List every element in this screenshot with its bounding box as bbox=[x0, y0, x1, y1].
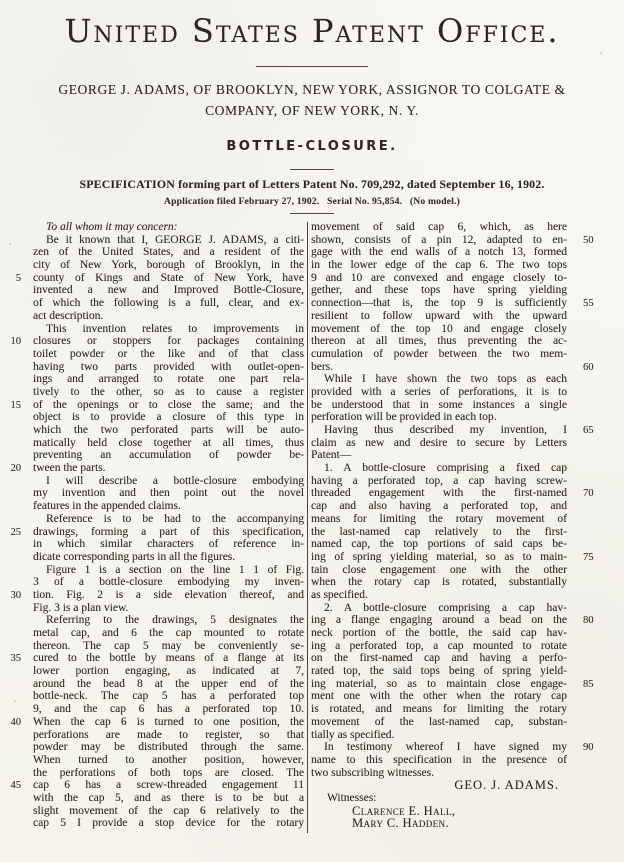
body-line bbox=[0, 221, 304, 234]
body-line bbox=[311, 297, 611, 310]
body-line bbox=[0, 779, 304, 792]
body-line bbox=[0, 462, 304, 475]
line-text: dicate corresponding parts in all the figures. bbox=[33, 550, 236, 563]
line-number: 50 bbox=[583, 234, 594, 246]
line-text: metal cap, and 6 the cap mounted to rotate bbox=[33, 627, 304, 639]
line-text: cured to the bottle by means of a flange at its bbox=[33, 652, 304, 665]
body-line bbox=[0, 246, 304, 259]
body-line bbox=[311, 386, 611, 399]
line-text: tween the parts. bbox=[33, 462, 106, 475]
body-line bbox=[0, 551, 304, 564]
line-text: when the rotary cap is rotated, substantially bbox=[311, 576, 567, 589]
line-text: cap 6 has a screw-threaded engagement 11 bbox=[33, 779, 304, 792]
line-text: gether, and these tops have spring yielding bbox=[311, 284, 567, 297]
line-text: cap and also having a perforated top, and bbox=[311, 500, 567, 513]
body-line bbox=[0, 741, 304, 754]
body-line bbox=[0, 817, 304, 830]
invention-title: BOTTLE-CLOSURE. bbox=[226, 139, 398, 154]
scan-speck bbox=[14, 700, 16, 702]
line-text: is rotated, and means for limiting the rotary bbox=[311, 703, 567, 716]
line-text: ing of spring yielding material, so as to main- bbox=[311, 550, 567, 563]
body-line bbox=[311, 576, 611, 589]
line-text: my invention and then point out the novel bbox=[33, 487, 304, 500]
body-line bbox=[311, 259, 611, 272]
line-text: the perforations of both tops are closed. The bbox=[33, 766, 304, 779]
line-text: 9 and 10 are convexed and engage closely to- bbox=[311, 271, 567, 284]
divider-rule bbox=[290, 213, 334, 214]
line-text: bottle-neck. The cap 5 has a perforated top bbox=[33, 690, 304, 703]
line-text: movement of said cap 6, which, as here bbox=[311, 221, 567, 233]
divider-rule bbox=[290, 169, 334, 170]
line-text: toilet powder or the like and of that class bbox=[33, 347, 304, 360]
line-text: tain close engagement one with the other bbox=[311, 563, 567, 576]
body-line bbox=[0, 716, 304, 729]
body-line bbox=[311, 564, 611, 577]
body-line bbox=[311, 551, 611, 564]
body-line bbox=[311, 272, 611, 285]
body-line bbox=[311, 614, 611, 627]
line-text: thereon. The cap 5 may be conveniently se- bbox=[33, 639, 304, 652]
body-line bbox=[0, 665, 304, 678]
line-text: thereon at all times, thus preventing the ac- bbox=[311, 335, 567, 348]
line-text: closures or stoppers for packages containing bbox=[33, 335, 304, 348]
body-line bbox=[0, 487, 304, 500]
body-line bbox=[0, 234, 304, 247]
body-line bbox=[311, 690, 611, 703]
body-line bbox=[311, 462, 611, 475]
body-line bbox=[311, 335, 611, 348]
body-line bbox=[311, 399, 611, 412]
line-number: 90 bbox=[583, 742, 594, 754]
line-text: having a perforated top, a cap having screw- bbox=[311, 474, 567, 487]
body-line bbox=[311, 437, 611, 450]
body-line bbox=[0, 602, 304, 615]
line-text: county of Kings and State of New York, have bbox=[33, 271, 304, 284]
body-line bbox=[311, 310, 611, 323]
body-line bbox=[0, 272, 304, 285]
line-text: resilient to follow upward with the upward bbox=[311, 309, 567, 322]
right-column bbox=[311, 221, 611, 830]
body-line bbox=[0, 614, 304, 627]
body-line bbox=[311, 627, 611, 640]
body-line bbox=[0, 284, 304, 297]
body-line bbox=[311, 602, 611, 615]
line-text: features in the appended claims. bbox=[33, 500, 181, 513]
body-line bbox=[311, 729, 611, 742]
line-text: ings and arranged to rotate one part rela- bbox=[33, 373, 304, 386]
line-text: ing material, so as to maintain close engage- bbox=[311, 677, 567, 690]
body-line bbox=[311, 538, 611, 551]
body-line bbox=[311, 678, 611, 691]
line-text: preventing an accumulation of powder be- bbox=[33, 449, 304, 462]
body-line bbox=[0, 411, 304, 424]
body-line bbox=[311, 361, 611, 374]
body-line bbox=[311, 767, 611, 780]
line-text: neck portion of the bottle, the said cap hav- bbox=[311, 627, 567, 639]
line-text: rated top, the said tops being of spring yield- bbox=[311, 665, 567, 678]
body-line bbox=[311, 323, 611, 336]
line-number: 60 bbox=[583, 361, 594, 373]
body-line bbox=[0, 805, 304, 818]
body-line bbox=[0, 729, 304, 742]
assignor-line-2: COMPANY, OF NEW YORK, N. Y. bbox=[205, 103, 419, 118]
line-text: the last-named cap relatively to the first- bbox=[311, 525, 567, 538]
line-text: in the lower edge of the cap 6. The two tops bbox=[311, 259, 567, 272]
line-text: Having thus described my invention, I bbox=[324, 424, 567, 436]
line-text: Referring to the drawings, 5 designates the bbox=[46, 614, 304, 627]
line-text: movement of the top 10 and engage closely bbox=[311, 322, 567, 335]
line-text: on the first-named cap and having a perfo- bbox=[311, 652, 567, 665]
body-line bbox=[0, 754, 304, 767]
line-text: 2. A bottle-closure comprising a cap hav- bbox=[324, 601, 567, 614]
line-text: name to this specification in the presence of bbox=[311, 753, 567, 766]
line-number: 30 bbox=[10, 589, 21, 601]
application-line: Application filed February 27, 1902. Serial No. 95,854. (No model.) bbox=[163, 196, 460, 207]
body-line bbox=[0, 437, 304, 450]
line-text: of the openings or to close the same; and the bbox=[33, 398, 304, 411]
body-line bbox=[0, 513, 304, 526]
line-number: 35 bbox=[10, 653, 21, 665]
body-line bbox=[311, 640, 611, 653]
body-line bbox=[0, 323, 304, 336]
line-text: bers. bbox=[311, 360, 334, 373]
body-line bbox=[0, 399, 304, 412]
body-line bbox=[0, 703, 304, 716]
line-text: 9, and the cap 6 has a perforated top 10. bbox=[33, 703, 304, 716]
body-line bbox=[0, 386, 304, 399]
body-line bbox=[311, 475, 611, 488]
line-text: I will describe a bottle-closure embodying bbox=[46, 474, 304, 487]
line-text: invented a new and Improved Bottle-Closure, bbox=[33, 284, 304, 297]
line-text: movement of the last-named cap, substan- bbox=[311, 715, 567, 728]
body-line bbox=[311, 805, 611, 818]
line-text: When the cap 6 is turned to one position, the bbox=[33, 715, 304, 728]
body-line bbox=[311, 234, 611, 247]
body-line bbox=[311, 284, 611, 297]
line-number: 10 bbox=[10, 336, 21, 348]
specification-label: SPECIFICATION bbox=[79, 177, 175, 191]
line-text: 3 of a bottle-closure embodying my inven- bbox=[33, 576, 304, 589]
body-line bbox=[0, 424, 304, 437]
line-text: powder may be distributed through the same. bbox=[33, 741, 304, 754]
line-text: claim as new and desire to secure by Letters bbox=[311, 436, 567, 449]
line-number: 85 bbox=[583, 678, 594, 690]
body-line bbox=[0, 690, 304, 703]
body-line bbox=[0, 526, 304, 539]
line-text: This invention relates to improvements in bbox=[46, 322, 304, 335]
line-text: Witnesses: bbox=[327, 791, 377, 804]
line-text: Patent— bbox=[311, 449, 352, 462]
body-line bbox=[0, 589, 304, 602]
body-line bbox=[0, 538, 304, 551]
line-text: Figure 1 is a section on the line 1 1 of Fig. bbox=[46, 563, 304, 576]
line-text: connection—that is, the top 9 is sufficiently bbox=[311, 297, 567, 310]
line-text: To all whom it may concern: bbox=[46, 221, 178, 233]
body-line bbox=[311, 449, 611, 462]
line-number: 5 bbox=[15, 272, 21, 284]
line-text: with the cap 5, and as there is to be but a bbox=[33, 791, 304, 804]
body-line bbox=[0, 449, 304, 462]
line-text: slight movement of the cap 6 relatively to the bbox=[33, 804, 304, 817]
line-text: of which the following is a full, clear, and ex- bbox=[33, 297, 304, 310]
line-text: means for limiting the rotary movement of bbox=[311, 512, 567, 525]
body-line bbox=[311, 487, 611, 500]
body-line bbox=[0, 259, 304, 272]
line-text: In testimony whereof I have signed my bbox=[324, 741, 567, 754]
body-line bbox=[0, 564, 304, 577]
line-text: two subscribing witnesses. bbox=[311, 766, 434, 779]
line-text: While I have shown the two tops as each bbox=[324, 373, 567, 386]
assignor-line-1: GEORGE J. ADAMS, OF BROOKLYN, NEW YORK, ASSIGNOR TO COLGATE & bbox=[58, 82, 566, 97]
line-text: ment one with the other when the rotary cap bbox=[311, 690, 567, 703]
line-text: perforations are made to register, so that bbox=[33, 728, 304, 741]
line-text: provided with a series of perforations, it is to bbox=[311, 385, 567, 398]
line-text: GEO. J. ADAMS. bbox=[454, 779, 559, 792]
body-line bbox=[311, 665, 611, 678]
line-text: tially as specified. bbox=[311, 728, 395, 741]
body-line bbox=[311, 500, 611, 513]
line-text: Mary C. Hadden. bbox=[352, 817, 449, 831]
line-number: 45 bbox=[10, 780, 21, 792]
line-number: 55 bbox=[583, 298, 594, 310]
line-text: Fig. 3 is a plan view. bbox=[33, 601, 129, 614]
body-line bbox=[311, 348, 611, 361]
line-text: shown, consists of a pin 12, adapted to en- bbox=[311, 233, 567, 246]
specification-line bbox=[0, 177, 624, 192]
patent-office-title: United States Patent Office. bbox=[64, 12, 560, 50]
body-line bbox=[0, 297, 304, 310]
line-text: cumulation of powder between the two mem- bbox=[311, 347, 567, 360]
line-text: gage with the end walls of a notch 13, formed bbox=[311, 246, 567, 259]
line-text: zen of the United States, and a resident of the bbox=[33, 246, 304, 259]
body-line bbox=[311, 221, 611, 234]
line-text: drawings, forming a part of this specification, bbox=[33, 525, 304, 538]
line-text: lower portion engaging, as indicated at 7, bbox=[33, 665, 304, 678]
body-line bbox=[0, 576, 304, 589]
body-line bbox=[311, 526, 611, 539]
line-text: ing a flange engaging around a bead on the bbox=[311, 614, 567, 627]
body-line bbox=[311, 792, 611, 805]
body-line bbox=[311, 652, 611, 665]
body-line bbox=[0, 373, 304, 386]
line-text: 1. A bottle-closure comprising a fixed cap bbox=[324, 462, 567, 475]
line-text: cap 5 I provide a stop device for the rotary bbox=[33, 817, 304, 830]
body-line bbox=[0, 652, 304, 665]
body-line bbox=[311, 716, 611, 729]
body-line bbox=[0, 792, 304, 805]
scan-speck bbox=[600, 52, 602, 54]
body-line bbox=[0, 627, 304, 640]
body-line bbox=[311, 411, 611, 424]
body-line bbox=[311, 513, 611, 526]
line-text: object is to provide a closure of this type in bbox=[33, 411, 304, 424]
body-line bbox=[311, 373, 611, 386]
line-text: named cap, the top portions of said caps be- bbox=[311, 538, 567, 551]
line-text: be understood that in some instances a single bbox=[311, 398, 567, 411]
line-number: 65 bbox=[583, 425, 594, 436]
line-text: Be it known that I, GEORGE J. ADAMS, a citi- bbox=[46, 233, 304, 246]
divider-rule bbox=[256, 66, 368, 67]
column-divider-rule bbox=[307, 222, 308, 833]
line-text: perforation will be provided in each top. bbox=[311, 411, 497, 424]
specification-rest: forming part of Letters Patent No. 709,292, dated September 16, 1902. bbox=[174, 177, 545, 191]
line-text: which the two perforated parts will be auto- bbox=[33, 424, 304, 436]
line-text: Reference is to be had to the accompanying bbox=[46, 512, 304, 525]
line-text: matically held close together at all times, thus bbox=[33, 436, 304, 449]
line-text: as specified. bbox=[311, 588, 368, 601]
body-line bbox=[311, 703, 611, 716]
line-text: having two parts provided with outlet-open- bbox=[33, 360, 304, 373]
body-line bbox=[0, 767, 304, 780]
body-line bbox=[311, 754, 611, 767]
body-line bbox=[0, 348, 304, 361]
scan-speck bbox=[9, 243, 11, 245]
line-text: act description. bbox=[33, 309, 104, 322]
body-line bbox=[0, 335, 304, 348]
body-line bbox=[0, 361, 304, 374]
body-line bbox=[311, 779, 611, 792]
line-text: in which similar characters of reference in- bbox=[33, 538, 304, 551]
line-number: 70 bbox=[583, 488, 594, 500]
line-text: threaded engagement with the first-named bbox=[311, 487, 567, 500]
body-line bbox=[311, 424, 611, 437]
line-text: around the bead 8 at the upper end of the bbox=[33, 677, 304, 690]
line-text: Clarence E. Hall, bbox=[352, 804, 456, 818]
line-text: city of New York, borough of Brooklyn, in the bbox=[33, 259, 304, 272]
body-line bbox=[0, 500, 304, 513]
line-number: 80 bbox=[583, 615, 594, 627]
left-column bbox=[0, 221, 304, 830]
body-line bbox=[311, 741, 611, 754]
body-line bbox=[0, 678, 304, 691]
body-line bbox=[311, 817, 611, 830]
body-line bbox=[0, 475, 304, 488]
line-number: 25 bbox=[10, 526, 21, 538]
line-number: 75 bbox=[583, 551, 594, 563]
body-line bbox=[311, 589, 611, 602]
line-text: tively to the other, so as to cause a register bbox=[33, 385, 304, 398]
line-text: ing a perforated top, a cap mounted to rotate bbox=[311, 639, 567, 652]
line-number: 40 bbox=[10, 716, 21, 728]
body-line bbox=[311, 246, 611, 259]
line-number: 20 bbox=[10, 463, 21, 475]
line-text: When turned to another position, however, bbox=[33, 753, 304, 766]
assignor-heading bbox=[0, 79, 624, 121]
line-text: tion. Fig. 2 is a side elevation thereof, and bbox=[33, 588, 304, 601]
body-line bbox=[0, 310, 304, 323]
line-number: 15 bbox=[10, 399, 21, 411]
body-line bbox=[0, 640, 304, 653]
